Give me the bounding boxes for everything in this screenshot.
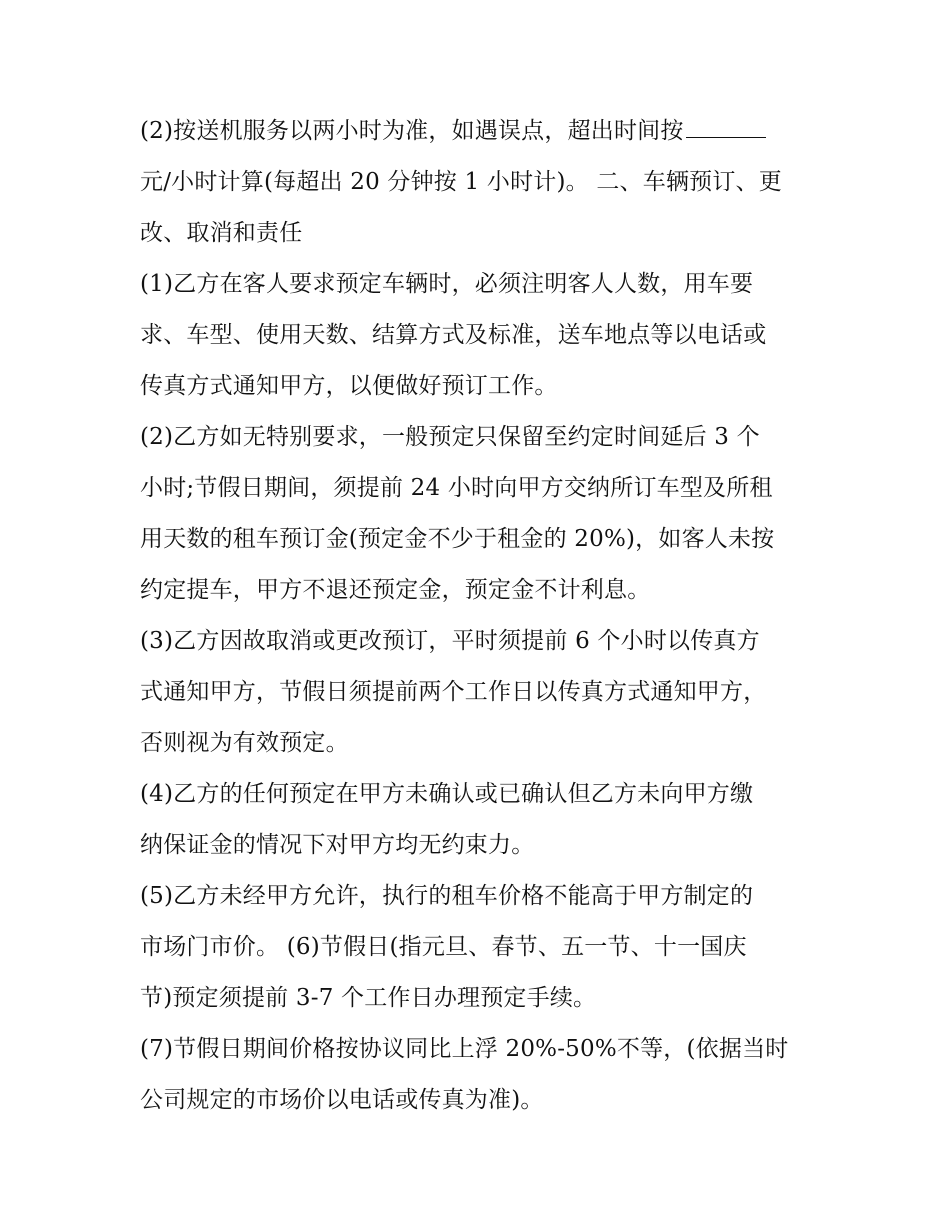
text-line-18: 节)预定须提前 3-7 个工作日办理预定手续。 xyxy=(140,985,597,1011)
text-line-17: 市场门市价。 (6)节假日(指元旦、春节、五一节、十一国庆 xyxy=(140,934,747,960)
text-line-16: (5)乙方未经甲方允许，执行的租车价格不能高于甲方制定的 xyxy=(140,883,754,909)
text-line-1-content: (2)按送机服务以两小时为准，如遇误点，超出时间按 xyxy=(140,118,684,144)
text-line-15: 纳保证金的情况下对甲方均无约束力。 xyxy=(140,832,535,858)
text-line-12: 式通知甲方，节假日须提前两个工作日以传真方式通知甲方， xyxy=(140,679,767,705)
document-body xyxy=(140,106,830,1126)
text-line-10: 约定提车，甲方不退还预定金，预定金不计利息。 xyxy=(140,577,651,603)
text-line-6: 传真方式通知甲方，以便做好预订工作。 xyxy=(140,373,558,399)
text-line-20: 公司规定的市场价以电话或传真为准)。 xyxy=(140,1087,544,1113)
text-line-13: 否则视为有效预定。 xyxy=(140,730,349,756)
fill-in-blank xyxy=(686,117,766,138)
text-line-4: (1)乙方在客人要求预定车辆时，必须注明客人人数，用车要 xyxy=(140,271,754,297)
text-line-19: (7)节假日期间价格按协议同比上浮 20%-50%不等，(依据当时 xyxy=(140,1036,789,1062)
text-line-3: 改、取消和责任 xyxy=(140,220,303,246)
text-line-14: (4)乙方的任何预定在甲方未确认或已确认但乙方未向甲方缴 xyxy=(140,781,754,807)
text-line-8: 小时;节假日期间，须提前 24 小时向甲方交纳所订车型及所租 xyxy=(140,475,773,501)
text-line-1 xyxy=(140,106,830,157)
text-line-7: (2)乙方如无特别要求，一般预定只保留至约定时间延后 3 个 xyxy=(140,424,760,450)
text-line-9: 用天数的租车预订金(预定金不少于租金的 20%)，如客人未按 xyxy=(140,526,775,552)
text-line-5: 求、车型、使用天数、结算方式及标准，送车地点等以电话或 xyxy=(140,322,767,348)
text-line-11: (3)乙方因故取消或更改预订，平时须提前 6 个小时以传真方 xyxy=(140,628,760,654)
text-line-2: 元/小时计算(每超出 20 分钟按 1 小时计)。 二、车辆预订、更 xyxy=(140,169,782,195)
